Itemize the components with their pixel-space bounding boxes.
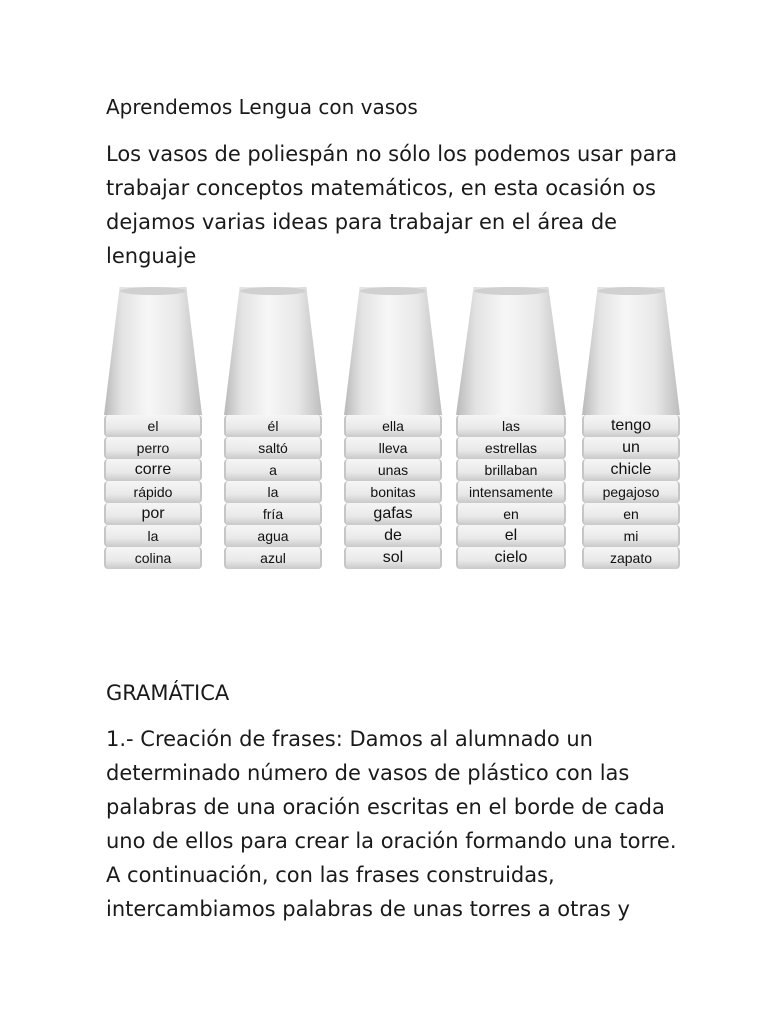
body-paragraph: [106, 722, 706, 926]
cup-word: las: [456, 415, 566, 437]
cup-word: azul: [224, 547, 322, 569]
cup-body: [104, 287, 202, 415]
cup-word: mi: [582, 525, 680, 547]
cup-word: bonitas: [344, 481, 442, 503]
intro-paragraph: [106, 137, 686, 273]
cup-stack: [582, 287, 680, 575]
cup-word: estrellas: [456, 437, 566, 459]
cup-word: a: [224, 459, 322, 481]
cup-word: saltó: [224, 437, 322, 459]
cup-word: el: [104, 415, 202, 437]
intro-line: Los vasos de poliespán no sólo los podemos usar para: [106, 142, 678, 166]
cup-body: [456, 287, 566, 415]
cup-word: ella: [344, 415, 442, 437]
cup-word: zapato: [582, 547, 680, 569]
cup-word: sol: [344, 547, 442, 569]
cup-word: brillaban: [456, 459, 566, 481]
cup-word: agua: [224, 525, 322, 547]
intro-line: dejamos varias ideas para trabajar en el área de: [106, 210, 618, 234]
body-line: determinado número de vasos de plástico con las: [106, 761, 630, 785]
cup-word: corre: [104, 459, 202, 481]
cup-body: [224, 287, 322, 415]
cup-word: él: [224, 415, 322, 437]
cup-word: en: [456, 503, 566, 525]
cup-word: en: [582, 503, 680, 525]
cup-word: la: [224, 481, 322, 503]
cup-word: un: [582, 437, 680, 459]
cup-word: pegajoso: [582, 481, 680, 503]
body-line: uno de ellos para crear la oración formando una torre.: [106, 829, 677, 853]
cup-word: unas: [344, 459, 442, 481]
cup-stack: [344, 287, 442, 575]
cup-word: chicle: [582, 459, 680, 481]
cup-word: la: [104, 525, 202, 547]
cup-word: tengo: [582, 415, 680, 437]
cup-stack: [224, 287, 322, 575]
cup-word: el: [456, 525, 566, 547]
cup-body: [582, 287, 680, 415]
cup-word: rápido: [104, 481, 202, 503]
section-heading: GRAMÁTICA: [106, 681, 230, 705]
body-line: intercambiamos palabras de unas torres a otras y: [106, 897, 630, 921]
document-title: Aprendemos Lengua con vasos: [106, 95, 418, 119]
cup-word: colina: [104, 547, 202, 569]
cup-word: gafas: [344, 503, 442, 525]
intro-line: trabajar conceptos matemáticos, en esta ocasión os: [106, 176, 656, 200]
cup-word: perro: [104, 437, 202, 459]
body-line: palabras de una oración escritas en el borde de cada: [106, 795, 665, 819]
cup-word: por: [104, 503, 202, 525]
body-line: A continuación, con las frases construidas,: [106, 863, 555, 887]
cup-body: [344, 287, 442, 415]
cup-word: lleva: [344, 437, 442, 459]
intro-line: lenguaje: [106, 244, 197, 268]
cup-word: cielo: [456, 547, 566, 569]
cup-stack: [456, 287, 566, 575]
cup-word: fría: [224, 503, 322, 525]
cup-word: intensamente: [456, 481, 566, 503]
body-line: 1.- Creación de frases: Damos al alumnado un: [106, 727, 593, 751]
cup-towers-image: [104, 287, 680, 575]
cup-stack: [104, 287, 202, 575]
cup-word: de: [344, 525, 442, 547]
